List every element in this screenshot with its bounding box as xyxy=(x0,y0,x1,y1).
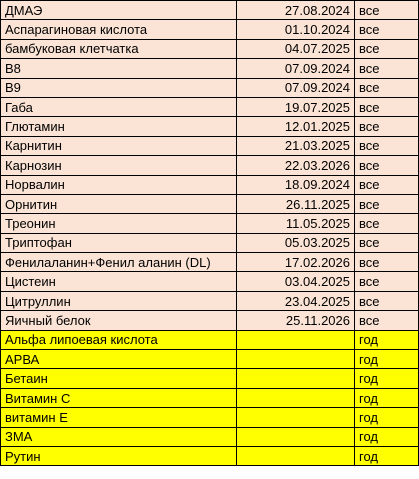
cell-name[interactable]: витамин Е xyxy=(1,408,237,427)
cell-date[interactable]: 21.03.2025 xyxy=(237,136,355,155)
cell-name[interactable]: ДМАЭ xyxy=(1,1,237,20)
cell-name[interactable]: Фенилаланин+Фенил аланин (DL) xyxy=(1,253,237,272)
cell-scope[interactable]: все xyxy=(355,194,419,213)
table-row xyxy=(1,136,419,155)
cell-date[interactable]: 18.09.2024 xyxy=(237,175,355,194)
cell-name[interactable]: Рутин xyxy=(1,446,237,465)
table-row xyxy=(1,408,419,427)
cell-scope[interactable]: все xyxy=(355,1,419,20)
cell-scope[interactable]: все xyxy=(355,311,419,330)
cell-scope[interactable]: все xyxy=(355,214,419,233)
table-row xyxy=(1,20,419,39)
cell-date[interactable] xyxy=(237,388,355,407)
cell-date[interactable]: 19.07.2025 xyxy=(237,97,355,116)
cell-scope[interactable]: год xyxy=(355,369,419,388)
table-row xyxy=(1,253,419,272)
table-row xyxy=(1,78,419,97)
cell-date[interactable]: 12.01.2025 xyxy=(237,117,355,136)
cell-name[interactable]: В9 xyxy=(1,78,237,97)
cell-scope[interactable]: год xyxy=(355,446,419,465)
cell-scope[interactable]: год xyxy=(355,388,419,407)
cell-date[interactable]: 17.02.2026 xyxy=(237,253,355,272)
cell-date[interactable] xyxy=(237,350,355,369)
table-row xyxy=(1,117,419,136)
cell-name[interactable]: Цитруллин xyxy=(1,291,237,310)
cell-name[interactable]: Габа xyxy=(1,97,237,116)
cell-name[interactable]: Карнитин xyxy=(1,136,237,155)
cell-scope[interactable]: все xyxy=(355,20,419,39)
cell-date[interactable]: 23.04.2025 xyxy=(237,291,355,310)
cell-scope[interactable]: все xyxy=(355,117,419,136)
cell-scope[interactable]: все xyxy=(355,156,419,175)
cell-scope[interactable]: год xyxy=(355,350,419,369)
table-row xyxy=(1,330,419,349)
table-row xyxy=(1,369,419,388)
cell-scope[interactable]: все xyxy=(355,39,419,58)
cell-date[interactable]: 25.11.2026 xyxy=(237,311,355,330)
table-row xyxy=(1,272,419,291)
cell-name[interactable]: Орнитин xyxy=(1,194,237,213)
table-row xyxy=(1,446,419,465)
cell-name[interactable]: Витамин С xyxy=(1,388,237,407)
cell-scope[interactable]: все xyxy=(355,175,419,194)
cell-date[interactable]: 26.11.2025 xyxy=(237,194,355,213)
cell-date[interactable] xyxy=(237,369,355,388)
table-row xyxy=(1,388,419,407)
cell-date[interactable]: 22.03.2026 xyxy=(237,156,355,175)
table-row xyxy=(1,59,419,78)
cell-scope[interactable]: все xyxy=(355,272,419,291)
cell-date[interactable]: 01.10.2024 xyxy=(237,20,355,39)
table-row xyxy=(1,97,419,116)
table-row xyxy=(1,291,419,310)
table-row xyxy=(1,233,419,252)
cell-date[interactable] xyxy=(237,408,355,427)
table-row xyxy=(1,214,419,233)
cell-name[interactable]: АРВА xyxy=(1,350,237,369)
cell-scope[interactable]: все xyxy=(355,253,419,272)
table-row xyxy=(1,350,419,369)
table-row xyxy=(1,156,419,175)
table-row xyxy=(1,427,419,446)
cell-date[interactable]: 03.04.2025 xyxy=(237,272,355,291)
table-row xyxy=(1,1,419,20)
table-row xyxy=(1,311,419,330)
cell-scope[interactable]: все xyxy=(355,97,419,116)
cell-name[interactable]: Карнозин xyxy=(1,156,237,175)
table-row xyxy=(1,39,419,58)
cell-name[interactable]: Альфа липоевая кислота xyxy=(1,330,237,349)
cell-date[interactable]: 04.07.2025 xyxy=(237,39,355,58)
cell-name[interactable]: ЗМА xyxy=(1,427,237,446)
cell-date[interactable]: 07.09.2024 xyxy=(237,59,355,78)
table-row xyxy=(1,175,419,194)
cell-scope[interactable]: все xyxy=(355,291,419,310)
cell-name[interactable]: бамбуковая клетчатка xyxy=(1,39,237,58)
cell-date[interactable]: 27.08.2024 xyxy=(237,1,355,20)
cell-name[interactable]: Цистеин xyxy=(1,272,237,291)
cell-scope[interactable]: год xyxy=(355,427,419,446)
cell-date[interactable] xyxy=(237,446,355,465)
cell-name[interactable]: Норвалин xyxy=(1,175,237,194)
cell-scope[interactable]: год xyxy=(355,408,419,427)
cell-name[interactable]: Глютамин xyxy=(1,117,237,136)
cell-name[interactable]: В8 xyxy=(1,59,237,78)
table-row xyxy=(1,194,419,213)
cell-date[interactable]: 11.05.2025 xyxy=(237,214,355,233)
cell-scope[interactable]: год xyxy=(355,330,419,349)
spreadsheet-body xyxy=(1,1,419,466)
cell-scope[interactable]: все xyxy=(355,59,419,78)
cell-scope[interactable]: все xyxy=(355,78,419,97)
cell-name[interactable]: Триптофан xyxy=(1,233,237,252)
cell-date[interactable] xyxy=(237,330,355,349)
cell-name[interactable]: Бетаин xyxy=(1,369,237,388)
cell-name[interactable]: Яичный белок xyxy=(1,311,237,330)
cell-name[interactable]: Аспарагиновая кислота xyxy=(1,20,237,39)
cell-name[interactable]: Треонин xyxy=(1,214,237,233)
cell-date[interactable] xyxy=(237,427,355,446)
cell-scope[interactable]: все xyxy=(355,136,419,155)
cell-date[interactable]: 07.09.2024 xyxy=(237,78,355,97)
cell-scope[interactable]: все xyxy=(355,233,419,252)
cell-date[interactable]: 05.03.2025 xyxy=(237,233,355,252)
